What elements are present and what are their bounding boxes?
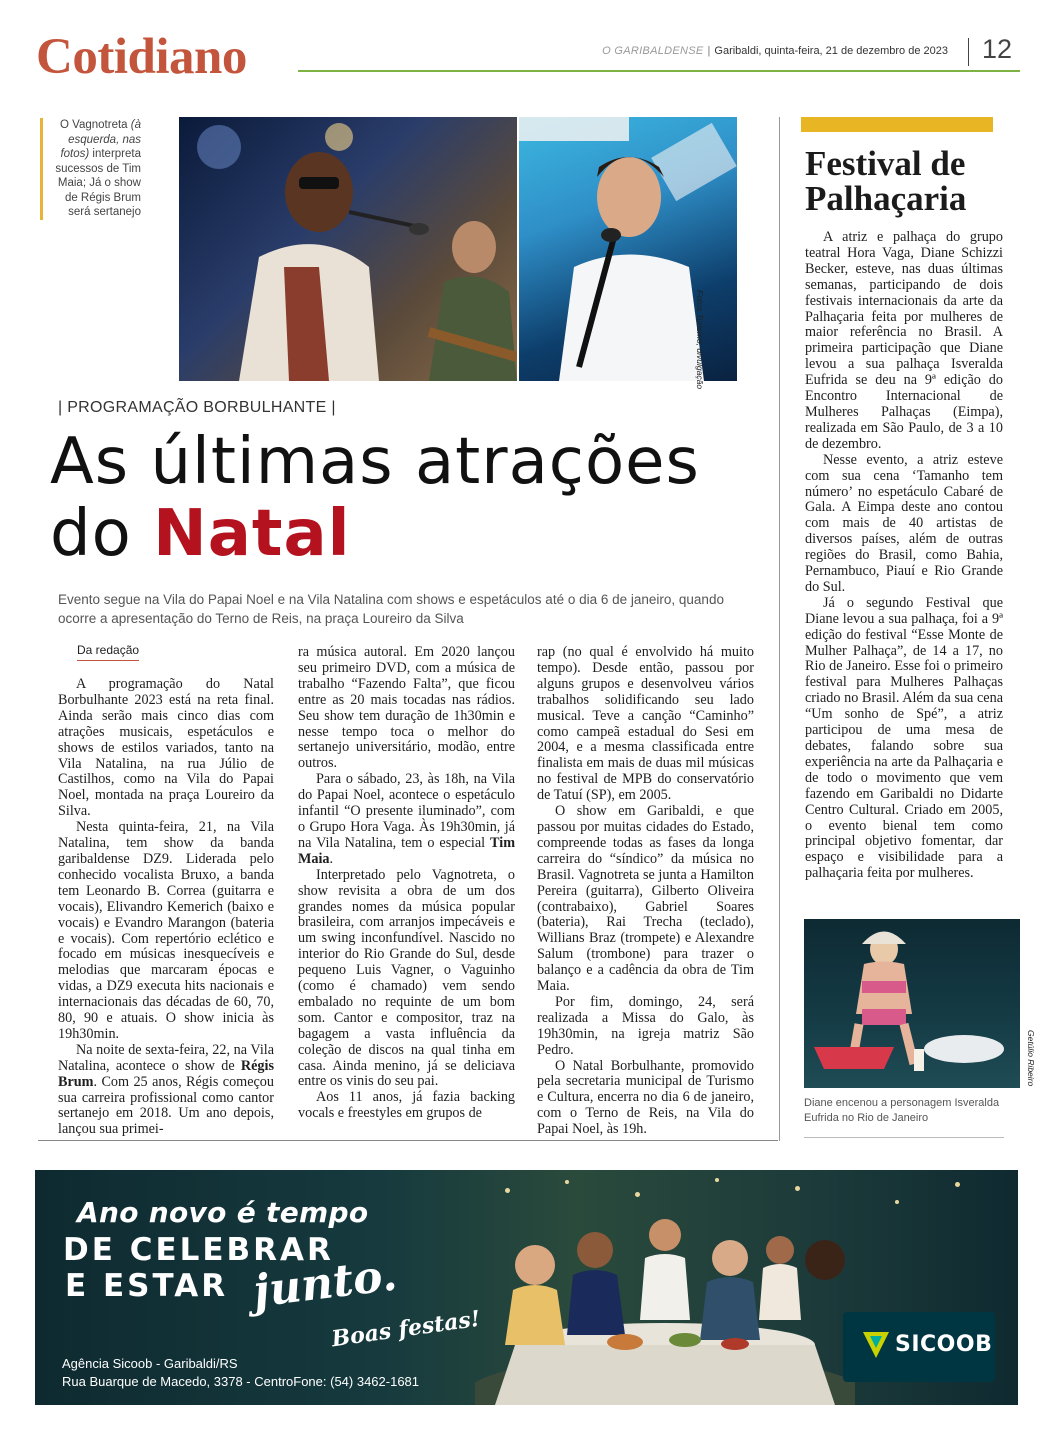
ad-address-line-2: Rua Buarque de Macedo, 3378 - CentroFone: (54) 3462-1681 [62, 1374, 420, 1389]
sidebar-accent-bar [801, 117, 993, 132]
paragraph: ra música autoral. Em 2020 lançou seu primeiro DVD, com a música de trabalho “Fazendo Falta”, que ficou entre as 20 mais tocadas nas rádios. Seu show tem duração de 1h30min e nesse tempo toca o melhor do sertanejo universitário, modão, entre outros. [298, 644, 515, 772]
article-bottom-rule [38, 1140, 778, 1141]
paragraph: Já o segundo Festival que Diane levou a sua palhaça, foi a 9ª edição do festival “Esse Monte de Mulher Palhaça”, de 14 a 17, no Rio de Janeiro. Esse foi o primeiro festival para Mulheres Palhaças criado no Brasil. Além da sua cena “Um sonho de Spé”, a atriz participou de uma mesa de debates, falando sobre sua experiência na arte da Palhaçaria e de todo o movimento que vem fazendo em Garibaldi no Didarte Centro Cultural. Criado em 2005, o evento bienal tem como principal objetivo fomentar, dar espaço e visibilidade para a palhaçaria feita por mulheres. [805, 594, 1003, 882]
ad-headline-line-3: E ESTAR [65, 1268, 229, 1304]
photo-caption-c: interpreta sucessos de Tim Maia; Já o show de Régis Brum será sertanejo [55, 148, 141, 218]
singer-illustration [179, 117, 517, 381]
header-rule [298, 70, 1020, 72]
string-light [895, 1200, 899, 1204]
headline-text: As últimas atrações do [50, 425, 700, 571]
page-number: 12 [982, 34, 1013, 64]
sidebar-photo-credit: Getúlio Ribeiro [1026, 1030, 1036, 1087]
sidebar-caption-rule [804, 1137, 1004, 1138]
paragraph: A programação do Natal Borbulhante 2023 está na reta final. Ainda serão mais cinco dias com atrações musicais, espetáculos e shows de estilos variados, tanto na Vila Natalina, na rua Júlio de Castilhos, como na Vila do Papai Noel, montada na praça Loureiro da Silva. [58, 676, 274, 820]
string-light [955, 1182, 960, 1187]
family-dinner-illustration [475, 1170, 855, 1405]
bold-name-regis: Régis Brum [58, 1057, 274, 1090]
photo-caption-b: (à esquerda, nas fotos) [60, 119, 141, 160]
paragraph-text: Na noite de sexta-feira, 22, na Vila Natalina, acontece o show de [58, 1041, 274, 1074]
page-number-divider [968, 38, 969, 66]
sicoob-logo-text: SICOOB [895, 1332, 993, 1357]
ad-headline-line-2: DE CELEBRAR [63, 1232, 334, 1268]
photo-caption [40, 118, 141, 220]
sicoob-inner-triangle-icon [870, 1336, 882, 1348]
sicoob-logo[interactable] [843, 1312, 995, 1382]
article-standfirst: Evento segue na Vila do Papai Noel e na Vila Natalina com shows e espetáculos até o dia 6 de janeiro, quando ocorre a apresentação do Terno de Reis, na praça Loureiro da Silva [58, 592, 724, 626]
sicoob-advertisement[interactable] [35, 1170, 1018, 1405]
newspaper-brand: O GARIBALDENSE [602, 45, 704, 57]
ad-headline-line-1: Ano novo é tempo [77, 1196, 369, 1229]
paragraph: Nesse evento, a atriz esteve com sua cena ‘Tamanho tem número’ no espetáculo Cabaré de Gala. A Eimpa deste ano contou com mais de 40 artistas de diversos países, além de outras regiões do Brasil, como Bahia, Pernambuco, Piauí e Rio Grande do Sul. [805, 451, 1003, 595]
paragraph-text: . Com 25 anos, Régis começou sua carreira profissional como cantor sertanejo em 2018. Um ano depois, lançou sua primei- [58, 1073, 274, 1138]
paragraph [58, 1043, 274, 1138]
article-column-2 [298, 645, 515, 1122]
paragraph: Aos 11 anos, já fazia backing vocals e freestyles em grupos de [298, 1089, 515, 1122]
ad-script-word: junto. [250, 1249, 400, 1318]
paragraph: O show em Garibaldi, e que passou por muitas cidades do Estado, compreende todas as fases da longa carreira do “síndico” da música no Brasil. Vagnotreta se junta a Hamilton Pereira (guitarra), Gilberto Oliveira (contrabaixo), Gabriel Soares (bateria), Rai Trecha (teclado), Willians Braz (trompete) e Alexandre Salum (trombone) para trazer o balanço e a cadência da obra de Tim Maia. [537, 803, 754, 995]
ad-address-line-1: Agência Sicoob - Garibaldi/RS [62, 1356, 238, 1371]
dateline: Garibaldi, quinta-feira, 21 de dezembro de 2023 [714, 45, 948, 57]
article-byline: Da redação [77, 643, 139, 661]
paragraph: Interpretado pelo Vagnotreta, o show revisita a obra de um dos grandes nomes da música popular brasileira, com arranjos impecáveis e um swing inconfundível. Nascido no interior do Rio Grande do Sul, desde pequeno Luis Vagner, o Vaguinho (como é chamado) vem sendo embalado no requinte de um bom som. Cantor e compositor, traz na bagagem a vasta influência da coleção de discos na qual tinha em casa. Ainda menino, já se deliciava entre os vinis do seu pai. [298, 866, 515, 1090]
singer-photo [179, 117, 517, 381]
photo-caption-a: O Vagnotreta [60, 119, 128, 131]
paragraph [298, 772, 515, 867]
clown-photo [804, 919, 1020, 1088]
article-column-3 [537, 645, 754, 1138]
bold-name-tim-maia: Tim Maia [298, 834, 516, 867]
paragraph-text: Para o sábado, 23, às 18h, na Vila do Papai Noel, acontece o espetáculo infantil “O presente iluminado”, com o Grupo Hora Vaga. Às 19h30min, já na Vila Natalina, tem o especial [298, 771, 515, 851]
clown-illustration [804, 919, 1020, 1088]
paragraph: Por fim, domingo, 24, será realizada a Missa do Galo, às 19h30min, na igreja matriz São Pedro. [537, 993, 754, 1058]
headline-accent: Natal [153, 497, 351, 571]
sidebar-title: Festival de Palhaçaria [805, 144, 967, 218]
sidebar-photo-caption: Diane encenou a personagem Isveralda Eufrida no Rio de Janeiro [804, 1097, 1000, 1124]
paragraph: A atriz e palhaça do grupo teatral Hora Vaga, Diane Schizzi Becker, esteve, nas duas últimas semanas, participando de dois festivais internacionais da arte da Palhaçaria feita por mulheres de maior referência no Brasil. A primeira participação que Diane levou a sua palhaça Isveralda Eufrida se deu na 9ª edição do Encontro Internacional de Mulheres Palhaças (Eimpa), realizada em São Paulo, de 3 a 10 de dezembro. [805, 229, 1003, 452]
header-separator: | [707, 45, 711, 57]
ad-greeting: Boas festas! [329, 1305, 482, 1353]
paragraph: O Natal Borbulhante, promovido pela secretaria municipal de Turismo e Cultura, encerra no dia 6 de janeiro, com o Terno de Reis, na Vila do Papai Noel, às 19h. [537, 1057, 754, 1138]
paragraph-text: . [329, 850, 334, 867]
header-meta [602, 45, 948, 57]
sidebar-body [805, 230, 1003, 882]
section-title: Cotidiano [36, 29, 247, 85]
paragraph: rap (no qual é envolvido há muito tempo). Desde então, passou por alguns grupos e desenvolveu vários trabalhos solidificando seu lado musical. Teve a canção “Caminho” como campeã estadual do Sesi em 2004, e a mesma classificada entre finalista em mais de duas mil músicas no festival de MPB do conservatório de Tatuí (SP), em 2005. [537, 644, 754, 804]
photo-credit: Fotos Turismo, divulgação [695, 290, 705, 390]
sidebar-divider [779, 117, 780, 1141]
article-column-1 [58, 677, 274, 1138]
article-headline [50, 426, 780, 570]
article-kicker: | PROGRAMAÇÃO BORBULHANTE | [58, 399, 336, 416]
paragraph: Nesta quinta-feira, 21, na Vila Natalina, tem show da banda garibaldense DZ9. Liderada pelo conhecido vocalista Bruxo, a banda tem Leonardo B. Correa (guitarra e vocais), Elivandro Kemerich (baixo e vocais) e Evandro Marangon (bateria e vocais). Com repertório eclético e focado em músicas inesquecíveis e melodias que marcaram épocas e vidas, a DZ9 executa hits nacionais e internacionais das décadas de 60, 70, 80, 90 e atuais. O show inicia às 19h30min. [58, 819, 274, 1042]
